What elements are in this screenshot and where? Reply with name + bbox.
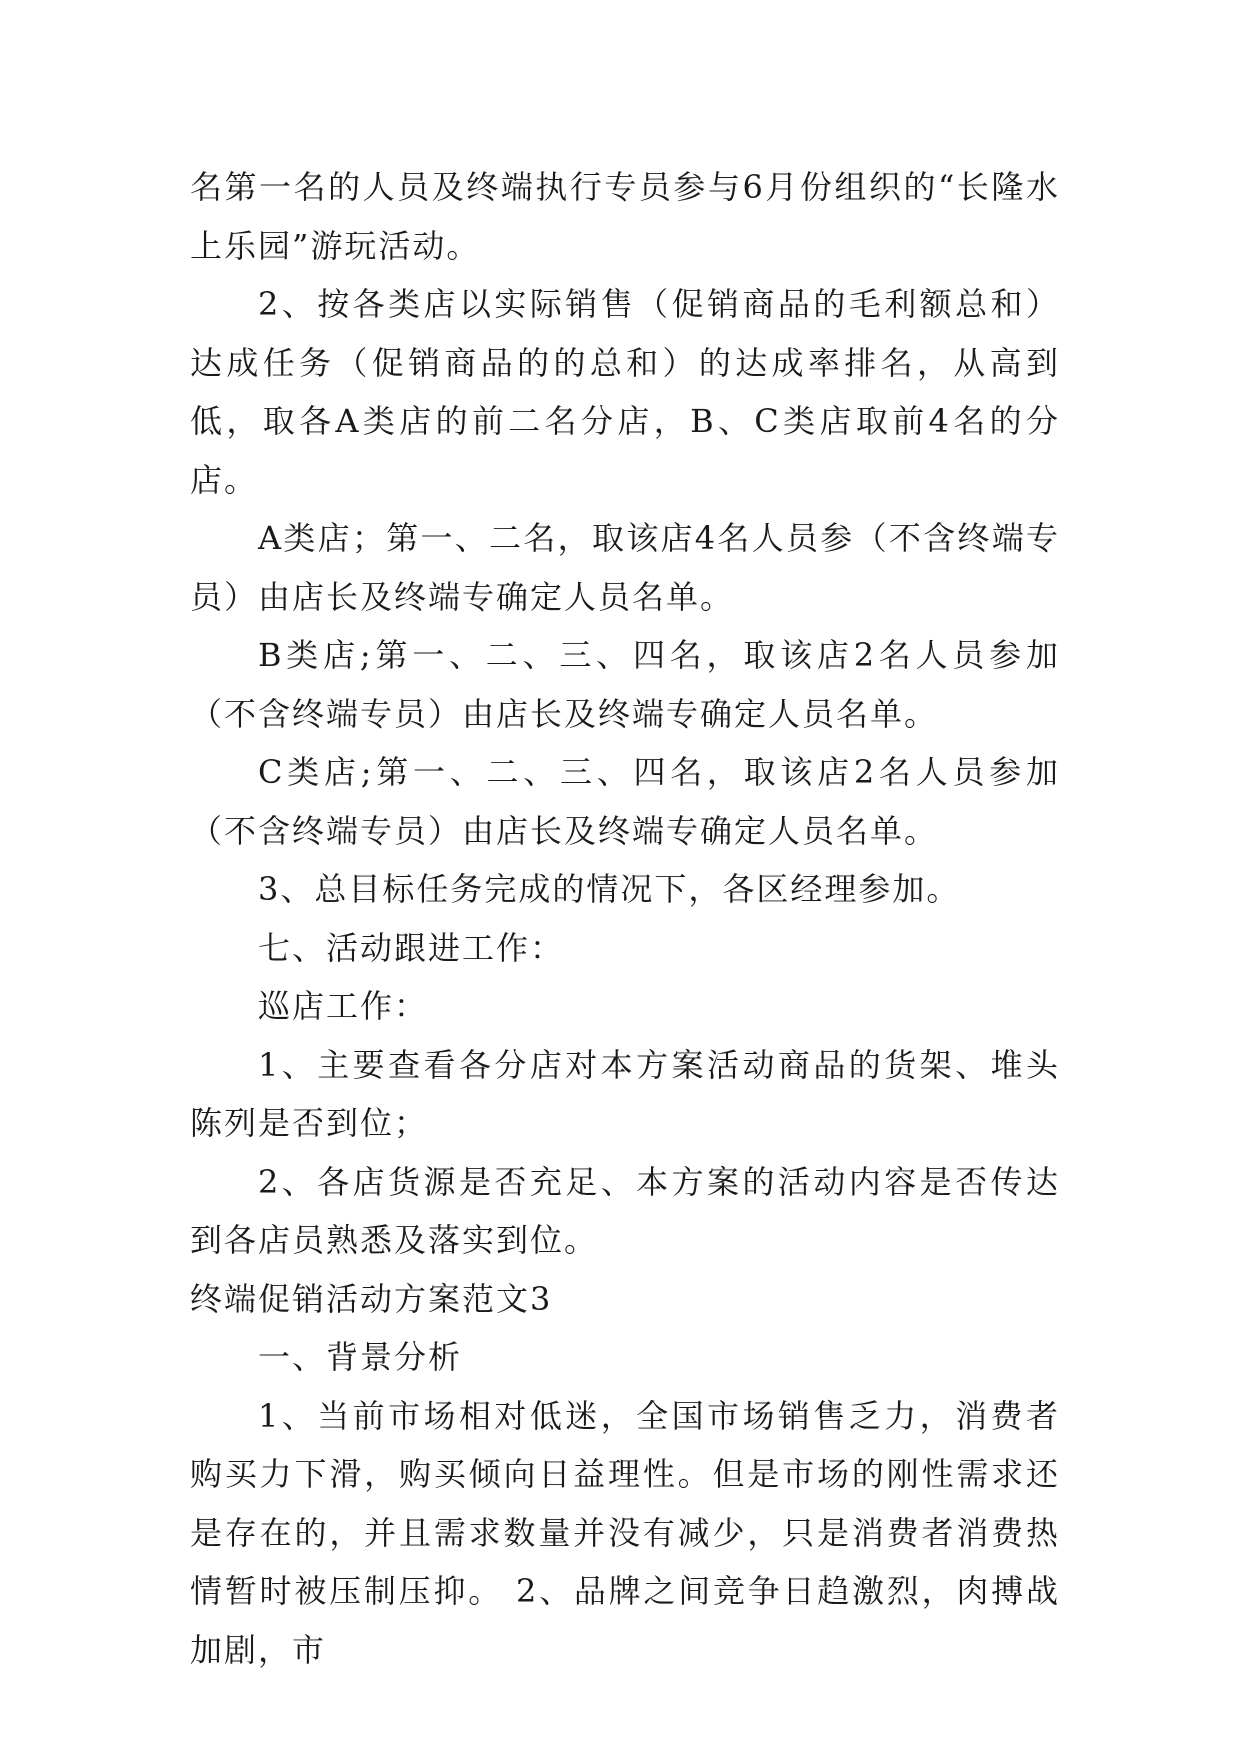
heading-background-analysis: 一、背景分析 [258, 1338, 463, 1376]
section-title: 终端促销活动方案范文3 [190, 1279, 553, 1318]
paragraph-inspection-2: 2、各店货源是否充足、本方案的活动内容是否传达到各店员熟悉及落实到位。 [190, 1162, 1060, 1259]
paragraph-class-a: A类店；第一、二名，取该店4名人员参（不含终端专员）由店长及终端专确定人员名单。 [190, 519, 1060, 616]
paragraph-activity-reward: 名第一名的人员及终端执行专员参与6月份组织的“长隆水上乐园”游玩活动。 [190, 168, 1060, 265]
paragraph-market-analysis: 1、当前市场相对低迷，全国市场销售乏力，消费者购买力下滑，购买倾向日益理性。但是市场的刚性需求还是存在的，并且需求数量并没有减少，只是消费者消费热情暂时被压制压抑。 2、品牌之间竞争日趋激烈，肉搏战加剧，市 [190, 1396, 1060, 1669]
paragraph-inspection-1: 1、主要查看各分店对本方案活动商品的货架、堆头陈列是否到位； [190, 1045, 1060, 1142]
paragraph-ranking-rule: 2、按各类店以实际销售（促销商品的毛利额总和）达成任务（促销商品的的总和）的达成率排名，从高到低，取各A类店的前二名分店，B、C类店取前4名的分店。 [190, 285, 1060, 499]
paragraph-class-b: B类店;第一、二、三、四名，取该店2名人员参加（不含终端专员）由店长及终端专确定人员名单。 [190, 636, 1060, 733]
paragraph-area-managers: 3、总目标任务完成的情况下，各区经理参加。 [258, 870, 961, 908]
document-body [190, 158, 1060, 1679]
heading-follow-up: 七、活动跟进工作： [258, 928, 565, 967]
paragraph-class-c: C类店;第一、二、三、四名，取该店2名人员参加（不含终端专员）由店长及终端专确定人员名单。 [190, 753, 1060, 850]
heading-store-inspection: 巡店工作： [258, 987, 429, 1025]
